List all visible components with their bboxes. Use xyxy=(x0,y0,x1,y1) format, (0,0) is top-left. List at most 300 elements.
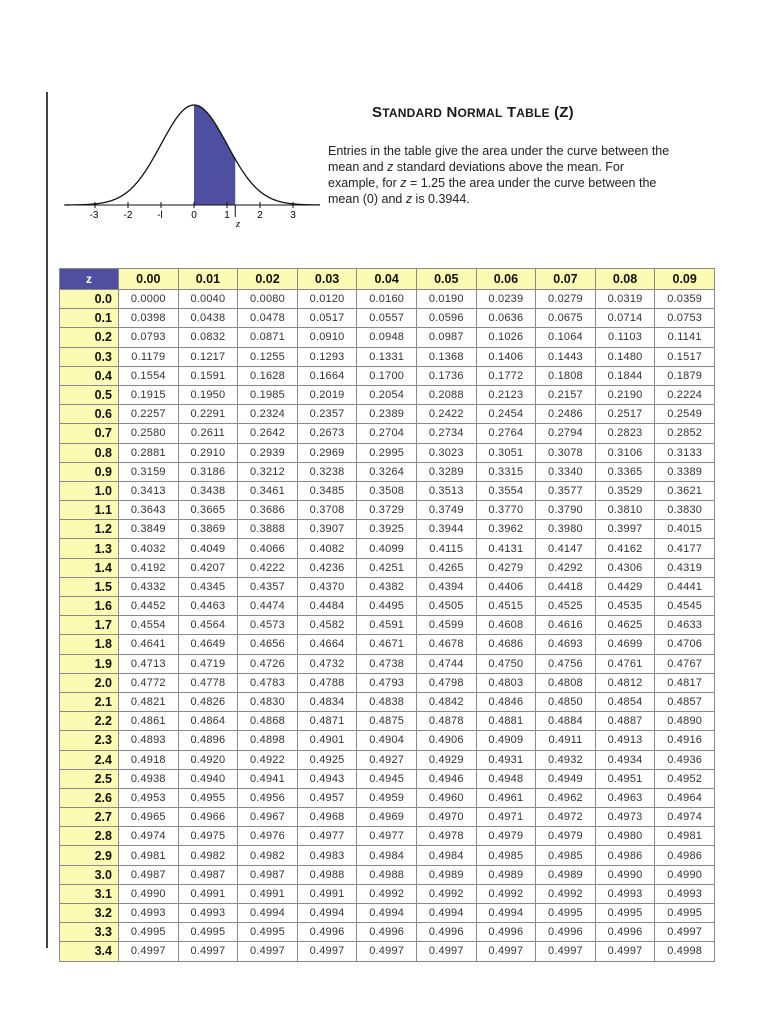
row-header-z: 1.9 xyxy=(60,654,119,673)
table-cell: 0.4162 xyxy=(595,539,655,558)
table-row xyxy=(60,923,715,942)
table-cell: 0.4441 xyxy=(655,577,715,596)
table-cell: 0.4452 xyxy=(119,597,179,616)
table-cell: 0.1915 xyxy=(119,385,179,404)
table-row xyxy=(60,616,715,635)
table-cell: 0.4985 xyxy=(536,846,596,865)
table-cell: 0.3461 xyxy=(238,481,298,500)
table-cell: 0.4834 xyxy=(297,692,357,711)
table-cell: 0.4996 xyxy=(595,923,655,942)
table-cell: 0.2422 xyxy=(416,405,476,424)
table-cell: 0.4981 xyxy=(655,827,715,846)
column-header: 0.07 xyxy=(536,269,596,290)
table-cell: 0.4898 xyxy=(238,731,298,750)
table-cell: 0.0279 xyxy=(536,290,596,309)
table-cell: 0.4738 xyxy=(357,654,417,673)
table-cell: 0.4686 xyxy=(476,635,536,654)
row-header-z: 0.8 xyxy=(60,443,119,462)
row-header-z: 2.5 xyxy=(60,769,119,788)
table-row xyxy=(60,328,715,347)
table-cell: 0.3577 xyxy=(536,481,596,500)
table-cell: 0.3770 xyxy=(476,501,536,520)
table-cell: 0.4978 xyxy=(416,827,476,846)
table-cell: 0.0714 xyxy=(595,309,655,328)
table-row xyxy=(60,424,715,443)
table-cell: 0.4756 xyxy=(536,654,596,673)
table-cell: 0.4956 xyxy=(238,788,298,807)
table-cell: 0.0596 xyxy=(416,309,476,328)
table-cell: 0.2157 xyxy=(536,385,596,404)
table-cell: 0.4963 xyxy=(595,788,655,807)
table-cell: 0.1950 xyxy=(178,385,238,404)
table-cell: 0.2939 xyxy=(238,443,298,462)
row-header-z: 1.6 xyxy=(60,597,119,616)
table-cell: 0.2454 xyxy=(476,405,536,424)
table-cell: 0.4881 xyxy=(476,712,536,731)
table-cell: 0.0675 xyxy=(536,309,596,328)
table-cell: 0.4996 xyxy=(297,923,357,942)
table-cell: 0.1217 xyxy=(178,347,238,366)
table-cell: 0.3729 xyxy=(357,501,417,520)
table-cell: 0.4964 xyxy=(655,788,715,807)
table-cell: 0.4996 xyxy=(476,923,536,942)
table-cell: 0.1517 xyxy=(655,347,715,366)
table-cell: 0.4793 xyxy=(357,673,417,692)
table-cell: 0.4974 xyxy=(655,808,715,827)
row-header-z: 0.5 xyxy=(60,385,119,404)
table-cell: 0.1141 xyxy=(655,328,715,347)
table-cell: 0.1808 xyxy=(536,366,596,385)
table-row xyxy=(60,347,715,366)
axis-tick-2: 2 xyxy=(257,210,263,221)
table-cell: 0.0319 xyxy=(595,290,655,309)
table-cell: 0.4976 xyxy=(238,827,298,846)
table-cell: 0.4406 xyxy=(476,577,536,596)
row-header-z: 0.1 xyxy=(60,309,119,328)
row-header-z: 0.6 xyxy=(60,405,119,424)
row-header-z: 2.7 xyxy=(60,808,119,827)
table-cell: 0.4418 xyxy=(536,577,596,596)
table-row xyxy=(60,558,715,577)
shaded-area xyxy=(194,105,235,205)
table-cell: 0.3980 xyxy=(536,520,596,539)
table-cell: 0.3749 xyxy=(416,501,476,520)
table-cell: 0.4931 xyxy=(476,750,536,769)
table-cell: 0.4861 xyxy=(119,712,179,731)
table-cell: 0.3665 xyxy=(178,501,238,520)
table-cell: 0.4995 xyxy=(119,923,179,942)
table-cell: 0.4994 xyxy=(476,904,536,923)
table-cell: 0.2019 xyxy=(297,385,357,404)
table-cell: 0.4656 xyxy=(238,635,298,654)
row-header-z: 1.5 xyxy=(60,577,119,596)
table-cell: 0.0438 xyxy=(178,309,238,328)
row-header-z: 2.3 xyxy=(60,731,119,750)
table-cell: 0.4826 xyxy=(178,692,238,711)
table-cell: 0.2969 xyxy=(297,443,357,462)
table-cell: 0.0000 xyxy=(119,290,179,309)
table-cell: 0.4821 xyxy=(119,692,179,711)
table-cell: 0.4943 xyxy=(297,769,357,788)
table-cell: 0.3888 xyxy=(238,520,298,539)
row-header-z: 0.4 xyxy=(60,366,119,385)
table-cell: 0.4878 xyxy=(416,712,476,731)
table-cell: 0.0080 xyxy=(238,290,298,309)
column-header: 0.04 xyxy=(357,269,417,290)
table-cell: 0.4984 xyxy=(357,846,417,865)
table-header-row xyxy=(60,269,715,290)
table-cell: 0.4332 xyxy=(119,577,179,596)
table-cell: 0.3944 xyxy=(416,520,476,539)
table-cell: 0.4887 xyxy=(595,712,655,731)
row-header-z: 2.1 xyxy=(60,692,119,711)
table-row xyxy=(60,501,715,520)
table-cell: 0.3708 xyxy=(297,501,357,520)
table-cell: 0.4854 xyxy=(595,692,655,711)
table-cell: 0.4608 xyxy=(476,616,536,635)
table-cell: 0.4996 xyxy=(357,923,417,942)
table-cell: 0.2257 xyxy=(119,405,179,424)
table-cell: 0.4998 xyxy=(655,942,715,961)
table-cell: 0.4932 xyxy=(536,750,596,769)
table-cell: 0.4997 xyxy=(119,942,179,961)
table-cell: 0.2704 xyxy=(357,424,417,443)
table-cell: 0.4049 xyxy=(178,539,238,558)
table-cell: 0.3365 xyxy=(595,462,655,481)
row-header-z: 0.9 xyxy=(60,462,119,481)
table-cell: 0.4649 xyxy=(178,635,238,654)
table-cell: 0.4929 xyxy=(416,750,476,769)
row-header-z: 2.6 xyxy=(60,788,119,807)
table-cell: 0.4633 xyxy=(655,616,715,635)
table-cell: 0.4927 xyxy=(357,750,417,769)
table-cell: 0.4977 xyxy=(297,827,357,846)
table-row xyxy=(60,827,715,846)
table-cell: 0.4131 xyxy=(476,539,536,558)
row-header-z: 0.2 xyxy=(60,328,119,347)
table-cell: 0.2881 xyxy=(119,443,179,462)
column-header: 0.02 xyxy=(238,269,298,290)
table-cell: 0.4992 xyxy=(536,884,596,903)
table-cell: 0.1628 xyxy=(238,366,298,385)
table-cell: 0.4995 xyxy=(595,904,655,923)
table-cell: 0.4973 xyxy=(595,808,655,827)
table-cell: 0.4515 xyxy=(476,597,536,616)
table-cell: 0.4990 xyxy=(655,865,715,884)
table-row xyxy=(60,865,715,884)
column-header: 0.05 xyxy=(416,269,476,290)
table-cell: 0.4345 xyxy=(178,577,238,596)
table-cell: 0.4803 xyxy=(476,673,536,692)
table-cell: 0.4032 xyxy=(119,539,179,558)
table-cell: 0.2486 xyxy=(536,405,596,424)
table-cell: 0.3925 xyxy=(357,520,417,539)
table-cell: 0.0987 xyxy=(416,328,476,347)
axis-tick-neg1: -l xyxy=(157,210,163,221)
table-cell: 0.4925 xyxy=(297,750,357,769)
table-cell: 0.4846 xyxy=(476,692,536,711)
table-cell: 0.4732 xyxy=(297,654,357,673)
row-header-z: 0.0 xyxy=(60,290,119,309)
table-cell: 0.4981 xyxy=(119,846,179,865)
table-cell: 0.1406 xyxy=(476,347,536,366)
table-cell: 0.0793 xyxy=(119,328,179,347)
table-cell: 0.2389 xyxy=(357,405,417,424)
table-row xyxy=(60,712,715,731)
table-cell: 0.2823 xyxy=(595,424,655,443)
table-cell: 0.4997 xyxy=(536,942,596,961)
table-cell: 0.0239 xyxy=(476,290,536,309)
table-cell: 0.4980 xyxy=(595,827,655,846)
table-cell: 0.4994 xyxy=(238,904,298,923)
table-cell: 0.0517 xyxy=(297,309,357,328)
table-cell: 0.1844 xyxy=(595,366,655,385)
table-cell: 0.4971 xyxy=(476,808,536,827)
table-cell: 0.4969 xyxy=(357,808,417,827)
table-cell: 0.4995 xyxy=(655,904,715,923)
table-cell: 0.2611 xyxy=(178,424,238,443)
page-title: STANDARD NORMAL TABLE (Z) xyxy=(372,104,574,121)
table-cell: 0.2734 xyxy=(416,424,476,443)
table-row xyxy=(60,462,715,481)
table-cell: 0.3212 xyxy=(238,462,298,481)
table-cell: 0.4370 xyxy=(297,577,357,596)
table-cell: 0.4997 xyxy=(238,942,298,961)
table-cell: 0.4977 xyxy=(357,827,417,846)
table-cell: 0.4222 xyxy=(238,558,298,577)
table-cell: 0.4884 xyxy=(536,712,596,731)
z-table xyxy=(59,268,715,962)
table-cell: 0.0832 xyxy=(178,328,238,347)
table-cell: 0.4573 xyxy=(238,616,298,635)
table-cell: 0.4772 xyxy=(119,673,179,692)
table-cell: 0.4965 xyxy=(119,808,179,827)
row-header-z: 2.2 xyxy=(60,712,119,731)
table-cell: 0.4744 xyxy=(416,654,476,673)
table-cell: 0.4992 xyxy=(416,884,476,903)
table-cell: 0.4177 xyxy=(655,539,715,558)
table-cell: 0.4726 xyxy=(238,654,298,673)
table-cell: 0.4997 xyxy=(297,942,357,961)
table-cell: 0.3238 xyxy=(297,462,357,481)
table-cell: 0.1772 xyxy=(476,366,536,385)
table-cell: 0.4992 xyxy=(476,884,536,903)
table-cell: 0.4761 xyxy=(595,654,655,673)
table-cell: 0.2910 xyxy=(178,443,238,462)
table-cell: 0.0120 xyxy=(297,290,357,309)
table-cell: 0.1554 xyxy=(119,366,179,385)
table-cell: 0.4986 xyxy=(655,846,715,865)
table-cell: 0.4989 xyxy=(476,865,536,884)
table-cell: 0.4893 xyxy=(119,731,179,750)
table-cell: 0.4474 xyxy=(238,597,298,616)
table-cell: 0.3159 xyxy=(119,462,179,481)
table-cell: 0.4997 xyxy=(595,942,655,961)
table-cell: 0.4838 xyxy=(357,692,417,711)
table-row xyxy=(60,443,715,462)
table-row xyxy=(60,405,715,424)
table-cell: 0.4948 xyxy=(476,769,536,788)
table-cell: 0.4251 xyxy=(357,558,417,577)
table-cell: 0.4864 xyxy=(178,712,238,731)
table-cell: 0.4918 xyxy=(119,750,179,769)
table-cell: 0.1103 xyxy=(595,328,655,347)
table-row xyxy=(60,673,715,692)
table-cell: 0.2852 xyxy=(655,424,715,443)
table-cell: 0.4913 xyxy=(595,731,655,750)
table-cell: 0.4830 xyxy=(238,692,298,711)
row-header-z: 0.3 xyxy=(60,347,119,366)
table-cell: 0.4850 xyxy=(536,692,596,711)
table-cell: 0.2642 xyxy=(238,424,298,443)
table-cell: 0.4909 xyxy=(476,731,536,750)
table-cell: 0.4994 xyxy=(416,904,476,923)
table-row xyxy=(60,290,715,309)
table-cell: 0.3790 xyxy=(536,501,596,520)
table-cell: 0.4966 xyxy=(178,808,238,827)
table-cell: 0.4382 xyxy=(357,577,417,596)
row-header-z: 1.8 xyxy=(60,635,119,654)
table-cell: 0.3686 xyxy=(238,501,298,520)
table-cell: 0.3186 xyxy=(178,462,238,481)
table-cell: 0.4988 xyxy=(357,865,417,884)
table-cell: 0.4993 xyxy=(595,884,655,903)
table-cell: 0.4982 xyxy=(178,846,238,865)
table-cell: 0.4987 xyxy=(119,865,179,884)
table-row xyxy=(60,309,715,328)
table-cell: 0.4974 xyxy=(119,827,179,846)
table-cell: 0.4997 xyxy=(178,942,238,961)
table-cell: 0.4582 xyxy=(297,616,357,635)
row-header-z: 3.3 xyxy=(60,923,119,942)
table-cell: 0.3051 xyxy=(476,443,536,462)
table-cell: 0.1736 xyxy=(416,366,476,385)
table-cell: 0.3907 xyxy=(297,520,357,539)
table-cell: 0.4798 xyxy=(416,673,476,692)
table-cell: 0.4783 xyxy=(238,673,298,692)
row-header-z: 3.4 xyxy=(60,942,119,961)
page-left-rule xyxy=(46,92,48,948)
table-cell: 0.4292 xyxy=(536,558,596,577)
z-marker-label: z xyxy=(235,218,241,230)
row-header-z: 2.0 xyxy=(60,673,119,692)
axis-tick-0: 0 xyxy=(191,210,197,221)
table-row xyxy=(60,366,715,385)
table-cell: 0.4951 xyxy=(595,769,655,788)
table-row xyxy=(60,635,715,654)
table-cell: 0.4945 xyxy=(357,769,417,788)
table-cell: 0.4319 xyxy=(655,558,715,577)
table-cell: 0.4993 xyxy=(178,904,238,923)
table-cell: 0.4495 xyxy=(357,597,417,616)
table-cell: 0.4991 xyxy=(297,884,357,903)
table-cell: 0.4505 xyxy=(416,597,476,616)
table-cell: 0.4664 xyxy=(297,635,357,654)
table-cell: 0.1879 xyxy=(655,366,715,385)
table-cell: 0.4901 xyxy=(297,731,357,750)
table-cell: 0.4953 xyxy=(119,788,179,807)
table-row xyxy=(60,692,715,711)
table-row xyxy=(60,942,715,961)
table-cell: 0.4967 xyxy=(238,808,298,827)
axis-tick-3: 3 xyxy=(290,210,296,221)
table-cell: 0.4484 xyxy=(297,597,357,616)
table-row xyxy=(60,385,715,404)
table-cell: 0.0948 xyxy=(357,328,417,347)
table-cell: 0.0359 xyxy=(655,290,715,309)
table-cell: 0.4987 xyxy=(178,865,238,884)
table-cell: 0.4934 xyxy=(595,750,655,769)
table-cell: 0.4394 xyxy=(416,577,476,596)
row-header-z: 2.8 xyxy=(60,827,119,846)
table-cell: 0.3962 xyxy=(476,520,536,539)
table-cell: 0.4995 xyxy=(238,923,298,942)
table-cell: 0.4989 xyxy=(416,865,476,884)
table-cell: 0.4993 xyxy=(655,884,715,903)
table-cell: 0.4986 xyxy=(595,846,655,865)
table-cell: 0.4975 xyxy=(178,827,238,846)
table-cell: 0.4995 xyxy=(178,923,238,942)
table-cell: 0.4099 xyxy=(357,539,417,558)
row-header-z: 3.2 xyxy=(60,904,119,923)
table-cell: 0.4875 xyxy=(357,712,417,731)
table-cell: 0.3869 xyxy=(178,520,238,539)
table-cell: 0.4996 xyxy=(416,923,476,942)
table-cell: 0.1064 xyxy=(536,328,596,347)
table-cell: 0.3078 xyxy=(536,443,596,462)
row-header-z: 1.3 xyxy=(60,539,119,558)
table-cell: 0.4991 xyxy=(178,884,238,903)
table-cell: 0.4115 xyxy=(416,539,476,558)
table-cell: 0.4972 xyxy=(536,808,596,827)
table-cell: 0.4015 xyxy=(655,520,715,539)
table-cell: 0.4857 xyxy=(655,692,715,711)
row-header-z: 0.7 xyxy=(60,424,119,443)
table-cell: 0.2123 xyxy=(476,385,536,404)
table-cell: 0.3413 xyxy=(119,481,179,500)
table-cell: 0.2224 xyxy=(655,385,715,404)
table-cell: 0.4591 xyxy=(357,616,417,635)
table-cell: 0.4808 xyxy=(536,673,596,692)
table-cell: 0.3133 xyxy=(655,443,715,462)
table-row xyxy=(60,481,715,500)
table-cell: 0.4990 xyxy=(119,884,179,903)
normal-curve-figure xyxy=(62,86,320,232)
column-header: 0.00 xyxy=(119,269,179,290)
table-row xyxy=(60,750,715,769)
table-cell: 0.3621 xyxy=(655,481,715,500)
table-cell: 0.1179 xyxy=(119,347,179,366)
table-cell: 0.4952 xyxy=(655,769,715,788)
table-cell: 0.1443 xyxy=(536,347,596,366)
table-cell: 0.4916 xyxy=(655,731,715,750)
table-cell: 0.4147 xyxy=(536,539,596,558)
table-cell: 0.3106 xyxy=(595,443,655,462)
table-cell: 0.4545 xyxy=(655,597,715,616)
table-cell: 0.2190 xyxy=(595,385,655,404)
table-cell: 0.4961 xyxy=(476,788,536,807)
table-cell: 0.4957 xyxy=(297,788,357,807)
table-cell: 0.4941 xyxy=(238,769,298,788)
table-cell: 0.4868 xyxy=(238,712,298,731)
table-cell: 0.4429 xyxy=(595,577,655,596)
table-row xyxy=(60,597,715,616)
table-cell: 0.3554 xyxy=(476,481,536,500)
table-cell: 0.4922 xyxy=(238,750,298,769)
table-cell: 0.4842 xyxy=(416,692,476,711)
table-cell: 0.2517 xyxy=(595,405,655,424)
table-cell: 0.4357 xyxy=(238,577,298,596)
